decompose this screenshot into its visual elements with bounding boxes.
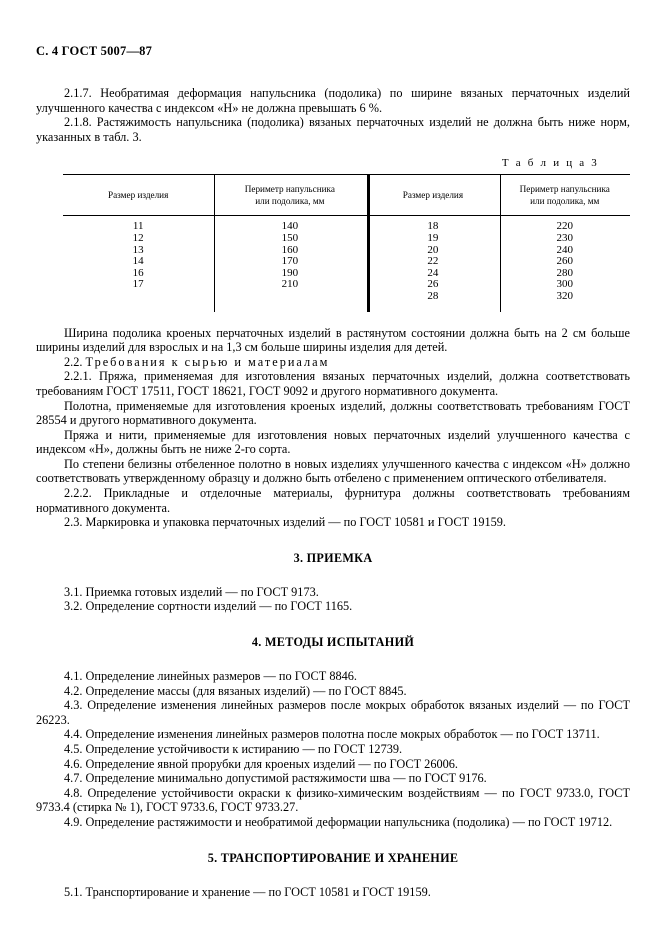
paragraph-polotna: Полотна, применяемые для изготовления кроеных изделий, должны соответствовать требованиям ГОСТ 28554 и другого нормативного документа. bbox=[36, 398, 630, 428]
running-head: С. 4 ГОСТ 5007—87 bbox=[36, 44, 153, 58]
cell-size-left: 17 bbox=[132, 278, 144, 291]
table-row bbox=[63, 279, 630, 291]
cell-size-right: 24 bbox=[427, 266, 439, 279]
subsection-2-2-title: Требования к сырью и материалам bbox=[85, 354, 330, 369]
paragraph-4-1: 4.1. Определение линейных размеров — по ГОСТ 8846. bbox=[64, 669, 357, 684]
column-header-perimeter-left bbox=[213, 175, 366, 216]
cell-perimeter-left: 190 bbox=[281, 266, 299, 279]
cell-perimeter-right: 280 bbox=[556, 266, 573, 279]
paragraph-3-1: 3.1. Приемка готовых изделий — по ГОСТ 9173. bbox=[64, 584, 319, 599]
paragraph-4-2: 4.2. Определение массы (для вязаных изделий) — по ГОСТ 8845. bbox=[64, 683, 407, 698]
table-vertical-rule-2 bbox=[367, 174, 369, 311]
cell-perimeter-left: 160 bbox=[281, 243, 299, 256]
column-header-perimeter-right-line2: или подолика, мм bbox=[530, 195, 600, 206]
cell-size-left: 16 bbox=[132, 266, 144, 279]
section-heading-3: 3. ПРИЕМКА bbox=[293, 550, 373, 565]
cell-perimeter-left bbox=[213, 291, 366, 312]
cell-perimeter-left: 150 bbox=[281, 231, 299, 244]
cell-size-right: 28 bbox=[427, 289, 439, 302]
paragraph-belizna: По степени белизны отбеленное полотно в новых изделиях улучшенного качества с индексом «Н» должно соответствовать утвержденному образцу и должно быть отбелено с применением оптического отбеливателя. bbox=[36, 456, 630, 486]
cell-perimeter-right: 300 bbox=[556, 278, 573, 291]
column-header-size-right: Размер изделия bbox=[366, 175, 499, 216]
table-3 bbox=[63, 174, 630, 311]
paragraph-3-2: 3.2. Определение сортности изделий — по ГОСТ 1165. bbox=[64, 599, 353, 614]
column-header-perimeter-left-line1: Периметр напульсника bbox=[244, 184, 335, 195]
paragraph-4-4: 4.4. Определение изменения линейных размеров полотна после мокрых обработок — по ГОСТ 13711. bbox=[64, 727, 600, 742]
paragraph-2-3: 2.3. Маркировка и упаковка перчаточных изделий — по ГОСТ 10581 и ГОСТ 19159. bbox=[64, 515, 507, 530]
paragraph-2-2-1: 2.2.1. Пряжа, применяемая для изготовления вязаных перчаточных изделий, должна соответствовать требованиям ГОСТ 17511, ГОСТ 18621, ГОСТ 9092 и другого нормативного документа. bbox=[36, 369, 630, 398]
table-3-wrapper bbox=[63, 174, 630, 311]
column-header-perimeter-left-line2: или подолика, мм bbox=[255, 195, 325, 206]
table-row bbox=[63, 216, 630, 233]
subsection-2-2-heading bbox=[36, 355, 630, 370]
cell-perimeter-left: 210 bbox=[281, 278, 299, 291]
column-header-perimeter-right-line1: Периметр напульсника bbox=[519, 184, 610, 195]
paragraph-width-podolik: Ширина подолика кроеных перчаточных изделий в растянутом состоянии должна быть на 2 см больше ширины изделий для взрослых и на 1,3 см больше ширины изделия для детей. bbox=[36, 325, 630, 355]
cell-size-left: 14 bbox=[132, 255, 144, 268]
cell-size-right: 20 bbox=[427, 243, 439, 256]
table-row bbox=[63, 256, 630, 268]
table-vertical-rule-3 bbox=[500, 174, 501, 311]
cell-perimeter-right: 240 bbox=[556, 243, 573, 256]
paragraph-2-1-7: 2.1.7. Необратимая деформация напульсника (подолика) по ширине вязаных перчаточных изделий улучшенного качества с индексом «Н» не должна превышать 6 %. bbox=[36, 86, 630, 115]
paragraph-pryazha-niti: Пряжа и нити, применяемые для изготовления новых перчаточных изделий улучшенного качества с индексом «Н», должны быть не ниже 2-го сорта. bbox=[36, 427, 630, 457]
cell-size-right: 22 bbox=[427, 255, 439, 268]
paragraph-4-6: 4.6. Определение явной прорубки для кроеных изделий — по ГОСТ 26006. bbox=[64, 756, 458, 771]
table-row bbox=[63, 268, 630, 280]
table-head bbox=[63, 175, 630, 216]
paragraph-4-9: 4.9. Определение растяжимости и необратимой деформации напульсника (подолика) — по ГОСТ 19712. bbox=[64, 814, 613, 829]
table-header-row bbox=[63, 175, 630, 216]
cell-perimeter-left: 140 bbox=[281, 220, 299, 233]
cell-size-right: 19 bbox=[427, 231, 439, 244]
paragraph-4-5: 4.5. Определение устойчивости к истиранию — по ГОСТ 12739. bbox=[64, 742, 403, 756]
table-row bbox=[63, 245, 630, 257]
table-caption: Т а б л и ц а 3 bbox=[501, 157, 599, 170]
paragraph-4-3: 4.3. Определение изменения линейных размеров после мокрых обработок вязаных изделий — по ГОСТ 26223. bbox=[36, 698, 630, 727]
paragraph-5-1: 5.1. Транспортирование и хранение — по ГОСТ 10581 и ГОСТ 19159. bbox=[64, 884, 431, 899]
cell-size-right: 26 bbox=[427, 278, 439, 291]
cell-perimeter-right: 220 bbox=[556, 220, 573, 233]
paragraph-4-8: 4.8. Определение устойчивости окраски к физико-химическим воздействиям — по ГОСТ 9733.0, ГОСТ 9733.4 (стирка № 1), ГОСТ 9733.6, ГОСТ 9733.27. bbox=[36, 785, 630, 815]
cell-size-right: 18 bbox=[427, 220, 439, 233]
cell-perimeter-right: 320 bbox=[556, 289, 573, 302]
page-content bbox=[36, 44, 630, 899]
cell-size-left: 11 bbox=[132, 220, 144, 233]
paragraph-2-1-8: 2.1.8. Растяжимость напульсника (подолика) вязаных перчаточных изделий не должна быть ниже норм, указанных в табл. 3. bbox=[36, 115, 630, 144]
table-row bbox=[63, 291, 630, 312]
cell-size-left bbox=[63, 291, 213, 312]
cell-perimeter-right: 230 bbox=[556, 231, 573, 244]
table-row bbox=[63, 233, 630, 245]
paragraph-4-7: 4.7. Определение минимально допустимой растяжимости шва — по ГОСТ 9176. bbox=[64, 771, 487, 786]
cell-size-left: 13 bbox=[132, 243, 144, 256]
section-heading-4: 4. МЕТОДЫ ИСПЫТАНИЙ bbox=[251, 635, 415, 650]
cell-perimeter-left: 170 bbox=[281, 255, 299, 268]
paragraph-2-2-2: 2.2.2. Прикладные и отделочные материалы, фурнитура должны соответствовать требованиям нормативного документа. bbox=[36, 486, 630, 515]
table-vertical-rule-1 bbox=[214, 174, 215, 311]
column-header-size-left: Размер изделия bbox=[63, 175, 213, 216]
cell-perimeter-right: 260 bbox=[556, 255, 573, 268]
cell-size-left: 12 bbox=[132, 231, 144, 244]
column-header-perimeter-right bbox=[500, 175, 631, 216]
section-heading-5: 5. ТРАНСПОРТИРОВАНИЕ И ХРАНЕНИЕ bbox=[207, 850, 459, 865]
table-body bbox=[63, 216, 630, 312]
subsection-2-2-number: 2.2. bbox=[64, 354, 83, 369]
